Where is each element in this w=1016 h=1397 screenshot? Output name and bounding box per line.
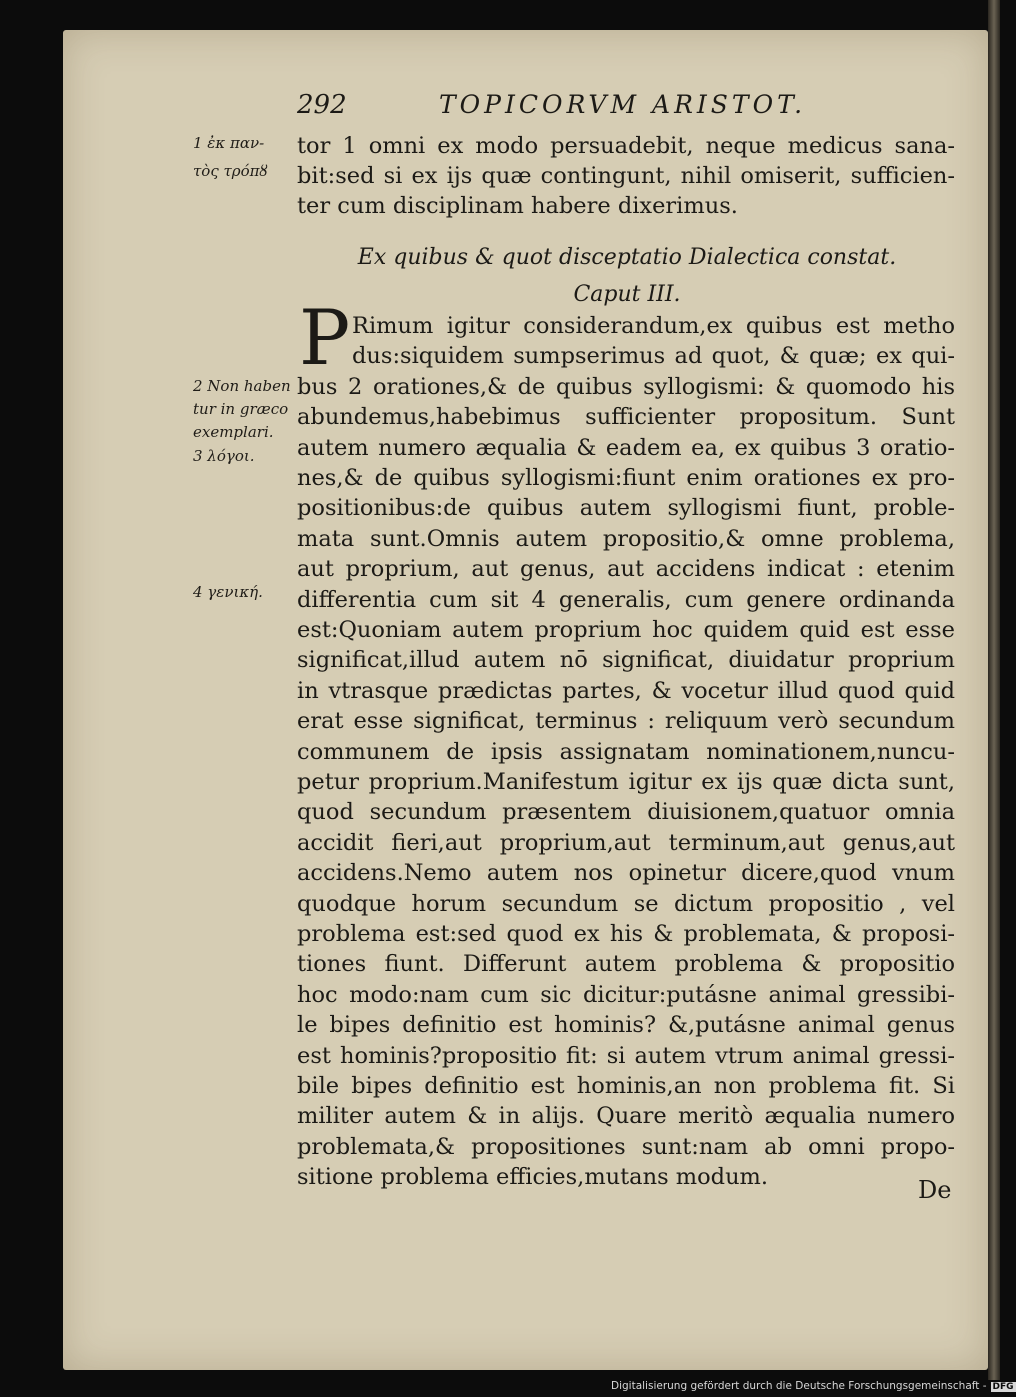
text-line: accidens.Nemo autem nos opinetur dicere,quod vnum [297,860,955,887]
margin-note: 3 λόγοι. [193,447,255,465]
text-line: bus 2 orationes,& de quibus syllogismi: & quomodo his [297,373,955,400]
text-line: tor 1 omni ex modo persuadebit, neque medicus sana- [297,133,955,159]
text-line: bit:sed si ex ijs quæ contingunt, nihil omiserit, sufficien- [297,163,955,189]
margin-note: tur in græco [193,400,289,418]
text-line: differentia cum sit 4 generalis, cum genere ordinanda [297,586,955,613]
text-line: sitione problema efficies,mutans modum. [297,1164,769,1191]
text-line: communem de ipsis assignatam nominationem,nuncu- [297,738,955,765]
text-line: problema est:sed quod ex his & problemata, & proposi- [297,921,955,947]
text-line: significat,illud autem nō significat, diuidatur proprium [297,647,955,674]
text-line: ter cum disciplinam habere dixerimus. [297,193,738,219]
dfg-logo: DFG [992,1382,1014,1392]
text-line: quodque horum secundum se dictum propositio , vel [297,890,955,917]
text-line: positionibus:de quibus autem syllogismi fiunt, proble- [297,495,955,522]
chapter-heading: Caput III. [573,282,681,307]
running-head-title: TOPICORVM ARISTOT. [439,90,807,119]
text-line: petur proprium.Manifestum igitur ex ijs quæ dicta sunt, [297,769,955,795]
digitization-credit [611,1380,1016,1392]
text-line: nes,& de quibus syllogismi:fiunt enim orationes ex pro- [297,465,955,491]
running-head [297,90,997,130]
book-spine-edge [988,0,1000,1380]
catchword: De [918,1176,952,1204]
text-line: accidit fieri,aut proprium,aut terminum,aut genus,aut [297,829,955,856]
text-line: quod secundum præsentem diuisionem,quatuor omnia [297,799,955,826]
margin-note: 4 γενική. [193,583,263,601]
margin-note: τὸς τρόπȣ [193,162,268,180]
margin-notes [193,132,303,612]
text-line: est hominis?propositio fit: si autem vtrum animal gressi- [297,1042,955,1069]
text-line: abundemus,habebimus sufficienter propositum. Sunt [297,404,955,431]
text-line: dus:siquidem sumpserimus ad quot, & quæ; ex qui- [352,343,955,370]
text-line: militer autem & in alijs. Quare meritò æqualia numero [297,1103,955,1130]
text-line: aut proprium, aut genus, aut accidens indicat : etenim [297,556,955,583]
text-line: hoc modo:nam cum sic dicitur:putásne animal gressibi- [297,981,955,1008]
margin-note: exemplari. [193,423,274,441]
margin-note: 2 Non haben [193,377,291,395]
text-line: tiones fiunt. Differunt autem problema & propositio [297,951,955,978]
section-heading: Ex quibus & quot disceptatio Dialectica constat. [357,245,897,270]
text-line: problemata,& propositiones sunt:nam ab omni propo- [297,1133,955,1160]
text-line: le bipes definitio est hominis? &,putásne animal genus [297,1012,955,1039]
text-line: bile bipes definitio est hominis,an non problema fit. Si [297,1073,955,1099]
text-line: mata sunt.Omnis autem propositio,& omne problema, [297,525,955,552]
text-line: autem numero æqualia & eadem ea, ex quibus 3 oratio- [297,434,955,461]
text-line: est:Quoniam autem proprium hoc quidem quid est esse [297,617,955,643]
credit-text: Digitalisierung gefördert durch die Deutsche Forschungsgemeinschaft - [611,1380,987,1392]
drop-capital: P [299,293,351,382]
page-number: 292 [297,90,347,120]
margin-note: 1 ἐκ παν- [193,134,265,152]
text-line: in vtrasque prædictas partes, & vocetur illud quod quid [297,677,955,704]
text-line: erat esse significat, terminus : reliquum verò secundum [297,708,955,735]
text-line: Rimum igitur considerandum,ex quibus est metho [352,313,955,339]
